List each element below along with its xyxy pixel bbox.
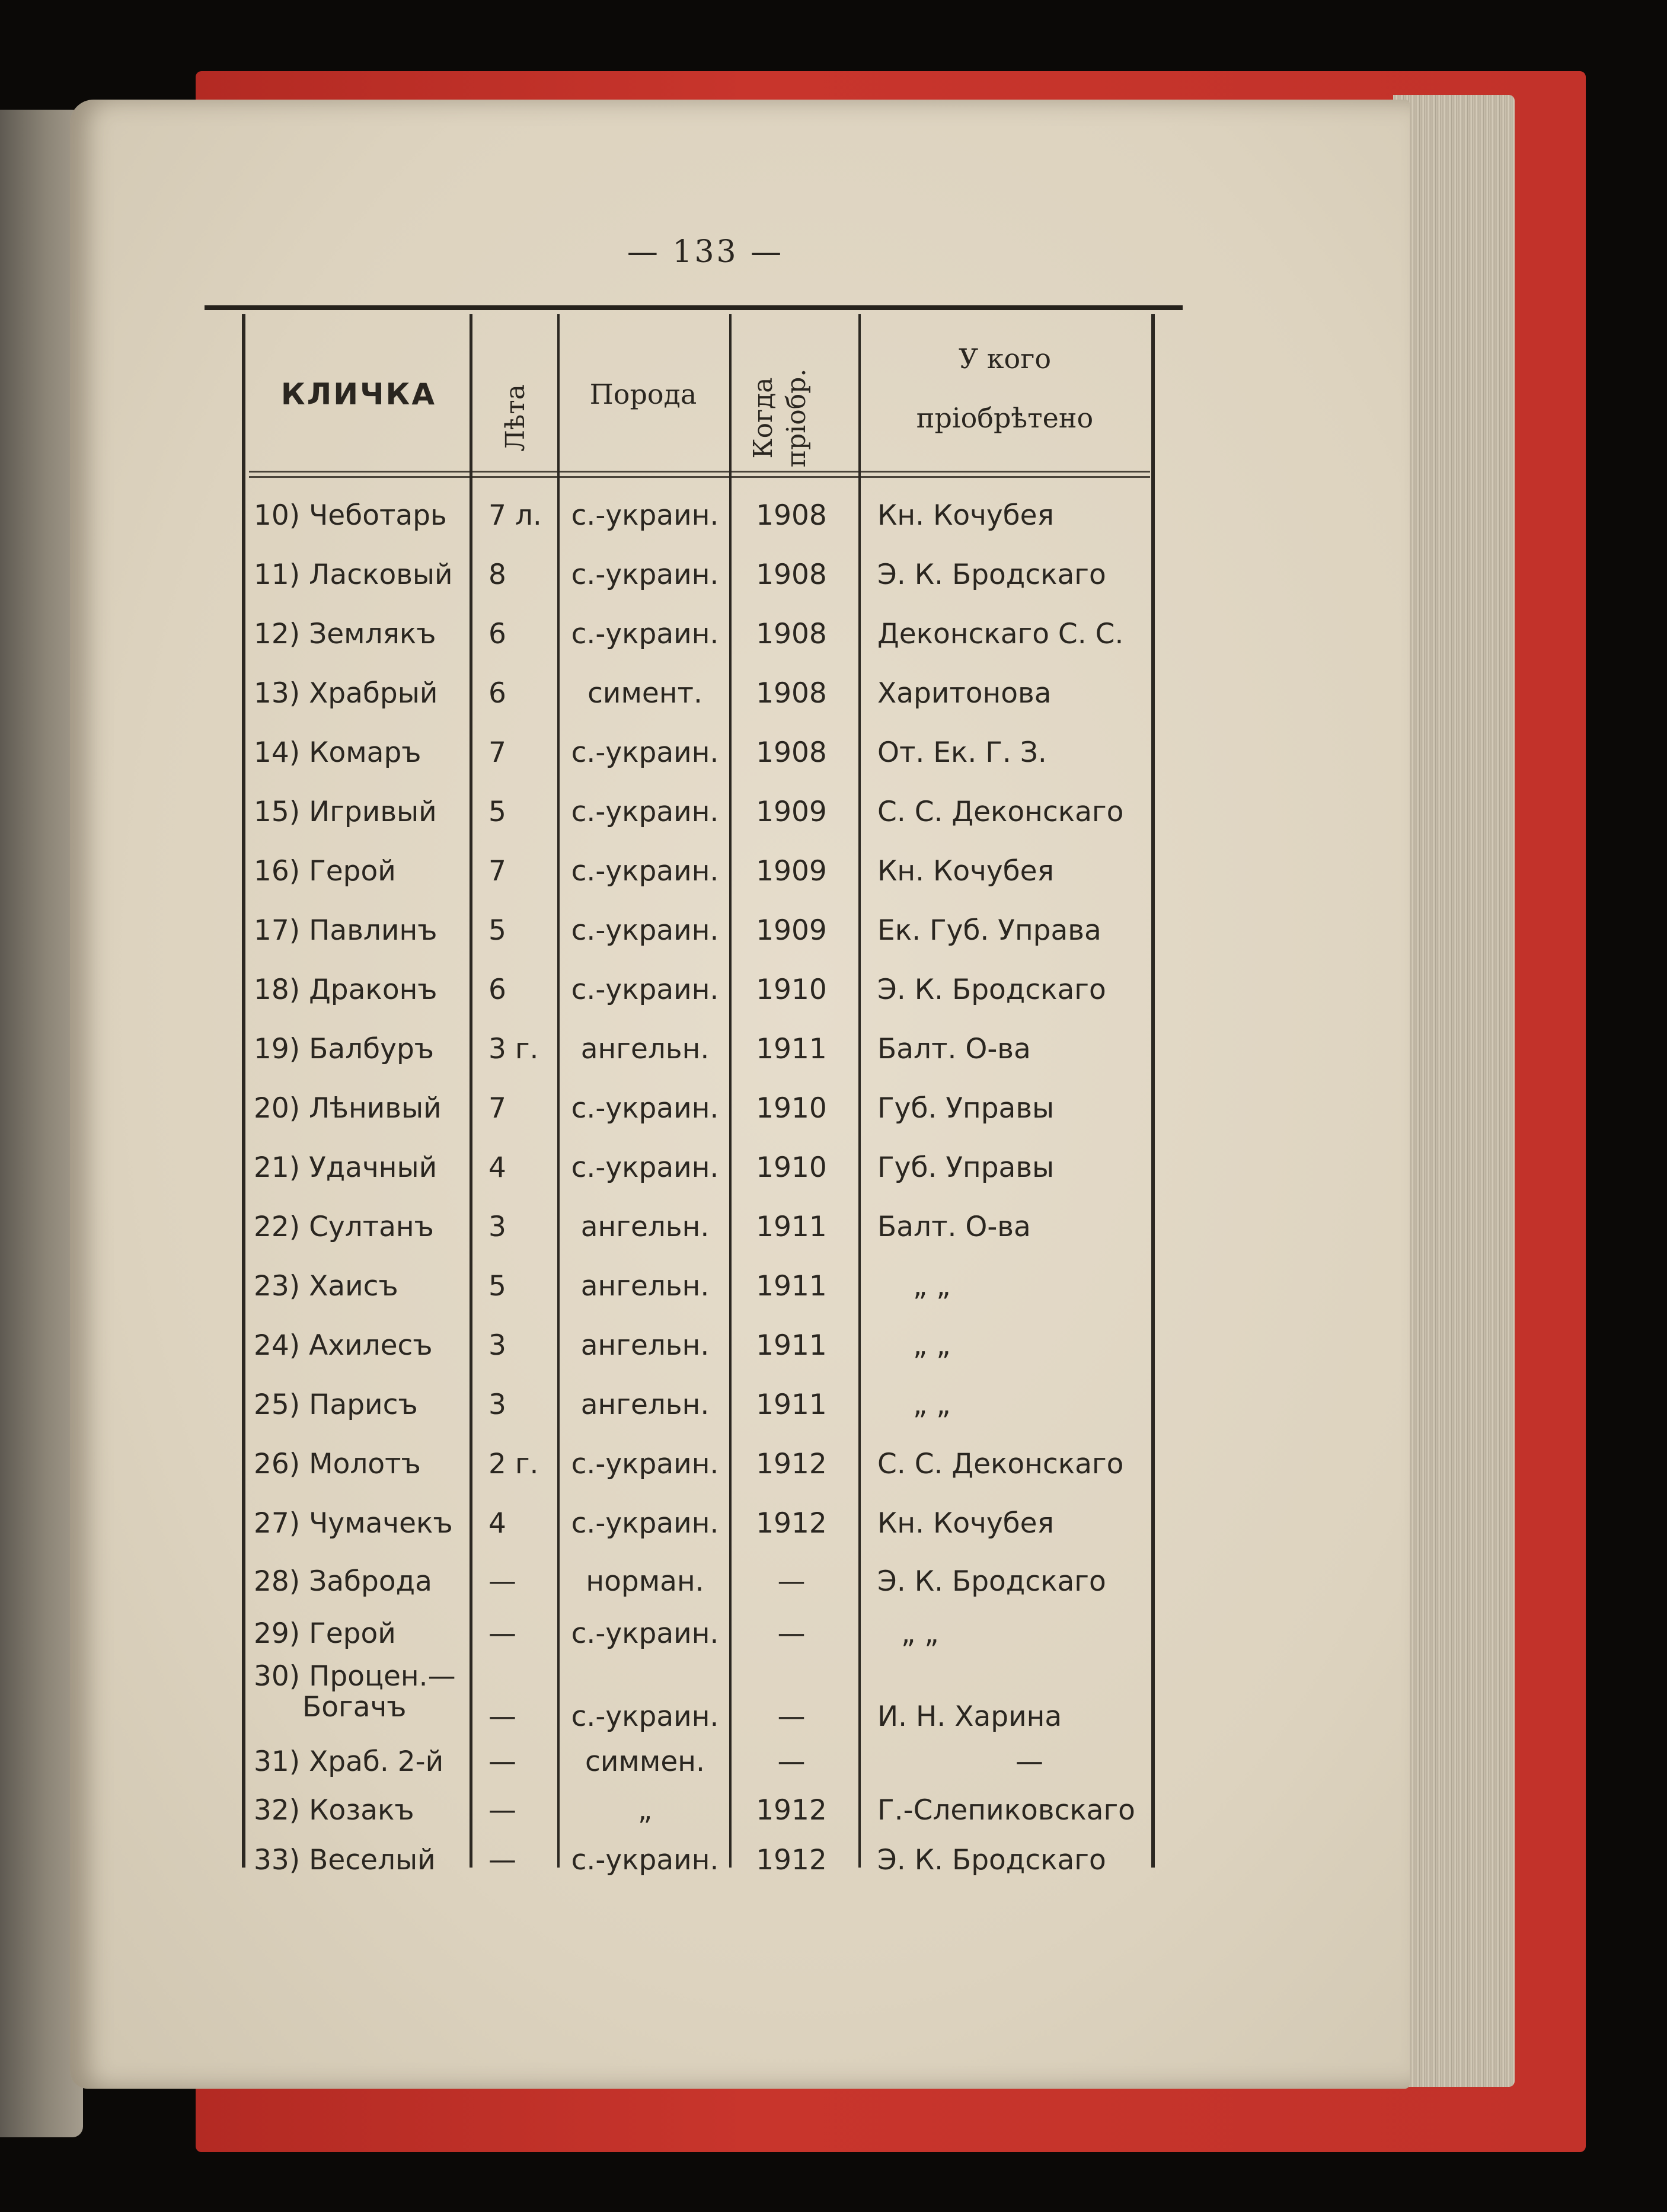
cell-breed: с.-украин.	[571, 558, 719, 591]
cell-age: 3	[488, 1211, 506, 1243]
cell-from: —	[1015, 1745, 1043, 1778]
cell-age: 3 г.	[488, 1033, 539, 1065]
table-row	[0, 902, 1667, 959]
cell-name: 24) Ахилесъ	[254, 1329, 433, 1362]
cell-year: 1910	[756, 973, 827, 1006]
cell-from: С. С. Деконскаго	[877, 1448, 1124, 1480]
cell-age: —	[488, 1700, 516, 1733]
table-row	[0, 1139, 1667, 1196]
cell-name-line2: Богачъ	[302, 1691, 407, 1723]
cell-from: Харитонова	[877, 677, 1052, 710]
table-row	[0, 1605, 1667, 1662]
cell-breed: симмен.	[585, 1745, 705, 1778]
table-row	[0, 1080, 1667, 1137]
cell-from: Губ. Управы	[877, 1092, 1055, 1125]
cell-year: 1908	[756, 736, 827, 769]
top-rule	[205, 305, 1183, 310]
table-row	[0, 1021, 1667, 1078]
cell-age: —	[488, 1617, 516, 1650]
header-breed: Порода	[589, 378, 697, 410]
table-row	[0, 1660, 1667, 1737]
cell-from: Деконскаго С. С.	[877, 618, 1124, 650]
cell-year: 1908	[756, 558, 827, 591]
cell-breed: с.-украин.	[571, 1700, 719, 1733]
cell-breed: с.-украин.	[571, 914, 719, 947]
cell-age: 5	[488, 796, 506, 828]
header-acquired-from-line1: У кого	[958, 343, 1052, 375]
cell-from: „ „	[913, 1270, 951, 1303]
header-name: КЛИЧКА	[280, 377, 437, 411]
cell-breed: с.-украин.	[571, 736, 719, 769]
cell-breed: с.-украин.	[571, 796, 719, 828]
cell-year: —	[777, 1565, 806, 1598]
cell-from: Э. К. Бродскаго	[877, 1844, 1106, 1876]
cell-name: 33) Веселый	[254, 1844, 436, 1876]
cell-year: 1910	[756, 1151, 827, 1184]
header-separator-2	[249, 476, 1150, 478]
cell-from: Г.-Слепиковскаго	[877, 1794, 1135, 1827]
table-row	[0, 843, 1667, 900]
cell-name-line1: 30) Процен.—	[254, 1660, 456, 1693]
cell-name: 32) Козакъ	[254, 1794, 414, 1827]
cell-year: 1912	[756, 1448, 827, 1480]
cell-year: 1909	[756, 855, 827, 888]
cell-name: 28) Заброда	[254, 1565, 432, 1598]
page-number: — 133 —	[627, 234, 784, 270]
table-row	[0, 665, 1667, 722]
cell-age: 3	[488, 1389, 506, 1421]
cell-name: 16) Герой	[254, 855, 396, 888]
cell-year: 1909	[756, 914, 827, 947]
cell-name: 21) Удачный	[254, 1151, 437, 1184]
cell-year: 1912	[756, 1844, 827, 1876]
cell-from: От. Ек. Г. З.	[877, 736, 1047, 769]
table-row	[0, 1317, 1667, 1374]
cell-breed: с.-украин.	[571, 1092, 719, 1125]
header-separator	[249, 471, 1150, 473]
cell-breed: с.-украин.	[571, 1617, 719, 1650]
cell-from: Кн. Кочубея	[877, 499, 1054, 532]
cell-name: 25) Парисъ	[254, 1389, 418, 1421]
cell-breed: с.-украин.	[571, 499, 719, 532]
cell-breed: с.-украин.	[571, 855, 719, 888]
cell-from: Э. К. Бродскаго	[877, 1565, 1106, 1598]
cell-age: 4	[488, 1507, 506, 1540]
cell-from: „ „	[901, 1617, 939, 1650]
cell-name: 14) Комаръ	[254, 736, 421, 769]
cell-breed: с.-украин.	[571, 1844, 719, 1876]
cell-age: 5	[488, 914, 506, 947]
cell-name: 18) Драконъ	[254, 973, 437, 1006]
cell-name: 17) Павлинъ	[254, 914, 437, 947]
cell-year: 1910	[756, 1092, 827, 1125]
cell-breed: с.-украин.	[571, 973, 719, 1006]
cell-age: 7	[488, 736, 506, 769]
cell-from: С. С. Деконскаго	[877, 796, 1124, 828]
cell-from: Э. К. Бродскаго	[877, 973, 1106, 1006]
cell-age: —	[488, 1794, 516, 1827]
table-row	[0, 1436, 1667, 1493]
cell-age: 7 л.	[488, 499, 542, 532]
cell-year: —	[777, 1617, 806, 1650]
table-row	[0, 1782, 1667, 1839]
cell-from: И. Н. Харина	[877, 1700, 1062, 1733]
cell-name: 27) Чумачекъ	[254, 1507, 453, 1540]
cell-name: 26) Молотъ	[254, 1448, 421, 1480]
table-row	[0, 487, 1667, 544]
cell-breed: с.-украин.	[571, 618, 719, 650]
cell-year: 1908	[756, 618, 827, 650]
cell-from: Кн. Кочубея	[877, 1507, 1054, 1540]
cell-breed: ангельн.	[580, 1033, 710, 1065]
cell-age: —	[488, 1844, 516, 1876]
cell-breed: ангельн.	[580, 1270, 710, 1303]
table-row	[0, 1258, 1667, 1315]
cell-breed: ангельн.	[580, 1211, 710, 1243]
cell-from: Губ. Управы	[877, 1151, 1055, 1184]
header-acquired-when: Когда пріобр.	[748, 368, 812, 468]
cell-breed: с.-украин.	[571, 1448, 719, 1480]
cell-year: 1912	[756, 1794, 827, 1827]
cell-breed: ангельн.	[580, 1389, 710, 1421]
cell-name: 23) Хаисъ	[254, 1270, 398, 1303]
cell-year: —	[777, 1745, 806, 1778]
cell-age: 6	[488, 973, 506, 1006]
cell-breed: с.-украин.	[571, 1151, 719, 1184]
cell-name: 20) Лѣнивый	[254, 1092, 442, 1125]
table-row	[0, 784, 1667, 841]
header-acquired-from-line2: пріобрѣтено	[916, 402, 1094, 434]
cell-from: Кн. Кочубея	[877, 855, 1054, 888]
cell-year: 1909	[756, 796, 827, 828]
cell-year: 1911	[756, 1211, 827, 1243]
table-row	[0, 547, 1667, 604]
cell-from: Ек. Губ. Управа	[877, 914, 1101, 947]
cell-from: „ „	[913, 1329, 951, 1362]
cell-age: 6	[488, 677, 506, 710]
cell-name: 31) Храб. 2-й	[254, 1745, 444, 1778]
cell-breed: симент.	[587, 677, 702, 710]
cell-year: 1908	[756, 499, 827, 532]
cell-year: 1912	[756, 1507, 827, 1540]
cell-name: 11) Ласковый	[254, 558, 453, 591]
cell-age: 5	[488, 1270, 506, 1303]
cell-year: 1911	[756, 1389, 827, 1421]
cell-age: —	[488, 1565, 516, 1598]
cell-name: 10) Чеботарь	[254, 499, 447, 532]
cell-from: Балт. О-ва	[877, 1033, 1031, 1065]
cell-year: —	[777, 1700, 806, 1733]
table-row	[0, 1495, 1667, 1552]
table-row	[0, 1553, 1667, 1610]
cell-age: 2 г.	[488, 1448, 539, 1480]
cell-name: 19) Бaлбуръ	[254, 1033, 435, 1065]
cell-year: 1911	[756, 1270, 827, 1303]
cell-from: Балт. О-ва	[877, 1211, 1031, 1243]
cell-breed: „	[637, 1794, 653, 1827]
cell-name: 12) Землякъ	[254, 618, 436, 650]
cell-name: 13) Храбрый	[254, 677, 438, 710]
cell-age: 7	[488, 855, 506, 888]
cell-year: 1908	[756, 677, 827, 710]
table-row	[0, 1199, 1667, 1256]
cell-breed: ангельн.	[580, 1329, 710, 1362]
table-row	[0, 724, 1667, 781]
cell-age: 4	[488, 1151, 506, 1184]
cell-breed: норман.	[586, 1565, 704, 1598]
cell-year: 1911	[756, 1329, 827, 1362]
cell-name: 15) Игривый	[254, 796, 437, 828]
cell-name	[254, 1660, 467, 1738]
table-row	[0, 1832, 1667, 1889]
cell-breed: с.-украин.	[571, 1507, 719, 1540]
cell-year: 1911	[756, 1033, 827, 1065]
cell-age: 6	[488, 618, 506, 650]
cell-from: „ „	[913, 1389, 951, 1421]
cell-name: 29) Герой	[254, 1617, 396, 1650]
cell-age: 7	[488, 1092, 506, 1125]
table-row	[0, 962, 1667, 1019]
table-row	[0, 606, 1667, 663]
header-age: Лѣта	[500, 384, 531, 452]
cell-name: 22) Султанъ	[254, 1211, 434, 1243]
cell-from: Э. К. Бродскаго	[877, 558, 1106, 591]
table-row	[0, 1377, 1667, 1434]
cell-age: 8	[488, 558, 506, 591]
cell-age: 3	[488, 1329, 506, 1362]
cell-age: —	[488, 1745, 516, 1778]
